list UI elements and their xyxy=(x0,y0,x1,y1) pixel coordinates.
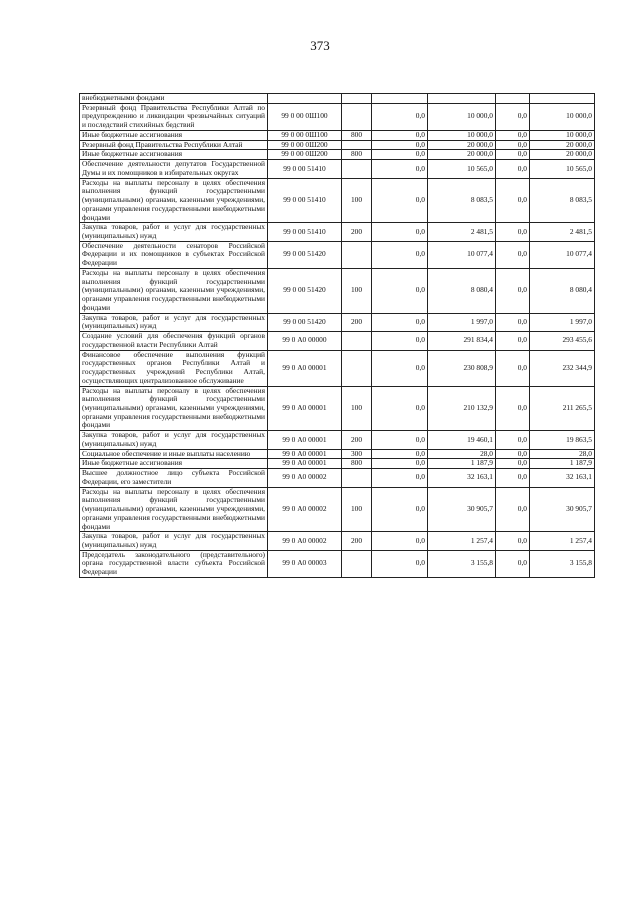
cell-value-1: 0,0 xyxy=(372,150,428,160)
cell-value-4: 8 080,4 xyxy=(530,268,595,313)
cell-target-code: 99 0 А0 00002 xyxy=(268,532,342,550)
table-row xyxy=(80,94,595,104)
cell-target-code: 99 0 А0 00002 xyxy=(268,469,342,487)
cell-value-2: 1 997,0 xyxy=(428,313,496,331)
cell-value-3: 0,0 xyxy=(496,487,530,532)
cell-target-code: 99 0 00 51410 xyxy=(268,178,342,223)
cell-item-name: Иные бюджетные ассигнования xyxy=(80,130,268,140)
cell-target-code: 99 0 А0 00000 xyxy=(268,332,342,350)
cell-value-3: 0,0 xyxy=(496,140,530,150)
cell-value-2: 20 000,0 xyxy=(428,150,496,160)
cell-item-name: Резервный фонд Правительства Республики Алтай xyxy=(80,140,268,150)
cell-value-3: 0,0 xyxy=(496,431,530,449)
cell-value-3: 0,0 xyxy=(496,130,530,140)
cell-expense-type: 800 xyxy=(342,130,372,140)
cell-value-2: 230 808,9 xyxy=(428,350,496,386)
cell-value-1: 0,0 xyxy=(372,178,428,223)
cell-value-4: 10 000,0 xyxy=(530,130,595,140)
cell-expense-type xyxy=(342,103,372,130)
cell-target-code: 99 0 00 0Ш100 xyxy=(268,103,342,130)
cell-value-1: 0,0 xyxy=(372,268,428,313)
cell-value-2: 28,0 xyxy=(428,449,496,459)
cell-value-4: 293 455,6 xyxy=(530,332,595,350)
cell-expense-type: 100 xyxy=(342,178,372,223)
cell-value-3: 0,0 xyxy=(496,332,530,350)
cell-value-3: 0,0 xyxy=(496,178,530,223)
cell-value-4: 10 077,4 xyxy=(530,241,595,268)
cell-expense-type: 800 xyxy=(342,459,372,469)
table-row xyxy=(80,223,595,241)
cell-expense-type xyxy=(342,350,372,386)
cell-target-code: 99 0 А0 00002 xyxy=(268,487,342,532)
table-row xyxy=(80,431,595,449)
cell-expense-type xyxy=(342,550,372,577)
cell-item-name: Социальное обеспечение и иные выплаты населению xyxy=(80,449,268,459)
cell-value-4: 1 997,0 xyxy=(530,313,595,331)
cell-value-3: 0,0 xyxy=(496,532,530,550)
cell-value-4: 3 155,8 xyxy=(530,550,595,577)
cell-target-code: 99 0 00 0Ш200 xyxy=(268,150,342,160)
cell-value-3 xyxy=(496,94,530,104)
cell-value-2 xyxy=(428,94,496,104)
table-row xyxy=(80,103,595,130)
page-number: 373 xyxy=(310,38,330,53)
table-row xyxy=(80,178,595,223)
cell-value-2: 2 481,5 xyxy=(428,223,496,241)
cell-value-4: 2 481,5 xyxy=(530,223,595,241)
cell-value-3: 0,0 xyxy=(496,449,530,459)
cell-value-4: 1 257,4 xyxy=(530,532,595,550)
cell-value-2: 10 000,0 xyxy=(428,103,496,130)
cell-value-4: 32 163,1 xyxy=(530,469,595,487)
cell-expense-type: 800 xyxy=(342,150,372,160)
cell-value-2: 210 132,9 xyxy=(428,386,496,431)
cell-value-1: 0,0 xyxy=(372,487,428,532)
cell-value-1: 0,0 xyxy=(372,449,428,459)
table-row xyxy=(80,550,595,577)
cell-value-4: 20 000,0 xyxy=(530,150,595,160)
cell-value-3: 0,0 xyxy=(496,160,530,178)
cell-value-2: 1 257,4 xyxy=(428,532,496,550)
cell-target-code: 99 0 00 51420 xyxy=(268,268,342,313)
cell-expense-type: 200 xyxy=(342,223,372,241)
cell-value-1: 0,0 xyxy=(372,160,428,178)
cell-target-code: 99 0 А0 00001 xyxy=(268,350,342,386)
cell-value-2: 291 834,4 xyxy=(428,332,496,350)
cell-value-3: 0,0 xyxy=(496,350,530,386)
cell-value-4: 232 344,9 xyxy=(530,350,595,386)
cell-item-name: Высшее должностное лицо субъекта Российской Федерации, его заместители xyxy=(80,469,268,487)
cell-value-1: 0,0 xyxy=(372,350,428,386)
cell-expense-type xyxy=(342,469,372,487)
cell-item-name: Обеспечение деятельности депутатов Государственной Думы и их помощников в избирательных округах xyxy=(80,160,268,178)
table-row xyxy=(80,241,595,268)
cell-value-4: 30 905,7 xyxy=(530,487,595,532)
cell-item-name: Закупка товаров, работ и услуг для государственных (муниципальных) нужд xyxy=(80,313,268,331)
cell-expense-type: 200 xyxy=(342,431,372,449)
cell-expense-type: 100 xyxy=(342,386,372,431)
cell-item-name: Финансовое обеспечение выполнения функций государственных органов Республики Алтай и государственных учреждений Республики Алтай, осуществляющих централизованное обслуживание xyxy=(80,350,268,386)
table-row xyxy=(80,332,595,350)
cell-item-name: Председатель законодательного (представительного) органа государственной власти субъекта Российской Федерации xyxy=(80,550,268,577)
cell-item-name: Резервный фонд Правительства Республики Алтай по предупреждению и ликвидации чрезвычайных ситуаций и последствий стихийных бедствий xyxy=(80,103,268,130)
cell-value-2: 3 155,8 xyxy=(428,550,496,577)
cell-value-3: 0,0 xyxy=(496,459,530,469)
cell-value-3: 0,0 xyxy=(496,386,530,431)
table-row xyxy=(80,130,595,140)
cell-value-4: 211 265,5 xyxy=(530,386,595,431)
cell-value-2: 10 000,0 xyxy=(428,130,496,140)
cell-item-name: Расходы на выплаты персоналу в целях обеспечения выполнения функций государственными (муниципальными) органами, казенными учреждениями, органами управления государственными внебюджетными фондами xyxy=(80,386,268,431)
cell-value-2: 1 187,9 xyxy=(428,459,496,469)
table-row xyxy=(80,160,595,178)
cell-value-4: 10 000,0 xyxy=(530,103,595,130)
cell-item-name: Расходы на выплаты персоналу в целях обеспечения выполнения функций государственными (муниципальными) органами, казенными учреждениями, органами управления государственными внебюджетными фондами xyxy=(80,268,268,313)
cell-item-name: Обеспечение деятельности сенаторов Российской Федерации и их помощников в субъектах Российской Федерации xyxy=(80,241,268,268)
cell-target-code: 99 0 00 51410 xyxy=(268,160,342,178)
cell-value-2: 30 905,7 xyxy=(428,487,496,532)
cell-value-1: 0,0 xyxy=(372,223,428,241)
table-row xyxy=(80,469,595,487)
cell-value-4: 19 863,5 xyxy=(530,431,595,449)
cell-expense-type: 100 xyxy=(342,268,372,313)
cell-target-code: 99 0 00 0Ш100 xyxy=(268,130,342,140)
cell-target-code: 99 0 А0 00001 xyxy=(268,449,342,459)
table-row xyxy=(80,386,595,431)
cell-expense-type: 200 xyxy=(342,532,372,550)
table-row xyxy=(80,268,595,313)
cell-value-1: 0,0 xyxy=(372,103,428,130)
cell-value-1: 0,0 xyxy=(372,241,428,268)
cell-value-1: 0,0 xyxy=(372,459,428,469)
cell-value-3: 0,0 xyxy=(496,469,530,487)
cell-target-code: 99 0 А0 00003 xyxy=(268,550,342,577)
cell-target-code: 99 0 А0 00001 xyxy=(268,386,342,431)
cell-target-code: 99 0 00 51420 xyxy=(268,313,342,331)
cell-value-2: 8 080,4 xyxy=(428,268,496,313)
cell-value-1 xyxy=(372,94,428,104)
cell-value-1: 0,0 xyxy=(372,532,428,550)
table-row xyxy=(80,350,595,386)
cell-item-name: Иные бюджетные ассигнования xyxy=(80,150,268,160)
cell-value-1: 0,0 xyxy=(372,550,428,577)
cell-expense-type: 100 xyxy=(342,487,372,532)
table-row xyxy=(80,532,595,550)
cell-value-2: 8 083,5 xyxy=(428,178,496,223)
cell-expense-type: 300 xyxy=(342,449,372,459)
cell-value-1: 0,0 xyxy=(372,130,428,140)
cell-expense-type xyxy=(342,94,372,104)
cell-value-3: 0,0 xyxy=(496,550,530,577)
cell-item-name: Расходы на выплаты персоналу в целях обеспечения выполнения функций государственными (муниципальными) органами, казенными учреждениями, органами управления государственными внебюджетными фондами xyxy=(80,487,268,532)
cell-item-name: Закупка товаров, работ и услуг для государственных (муниципальных) нужд xyxy=(80,431,268,449)
cell-value-3: 0,0 xyxy=(496,223,530,241)
cell-value-3: 0,0 xyxy=(496,313,530,331)
cell-expense-type xyxy=(342,160,372,178)
cell-value-1: 0,0 xyxy=(372,431,428,449)
cell-value-4: 28,0 xyxy=(530,449,595,459)
cell-target-code: 99 0 А0 00001 xyxy=(268,431,342,449)
cell-value-1: 0,0 xyxy=(372,140,428,150)
cell-value-1: 0,0 xyxy=(372,313,428,331)
table-row xyxy=(80,313,595,331)
cell-value-3: 0,0 xyxy=(496,268,530,313)
cell-value-3: 0,0 xyxy=(496,150,530,160)
cell-item-name: Расходы на выплаты персоналу в целях обеспечения выполнения функций государственными (муниципальными) органами, казенными учреждениями, органами управления государственными внебюджетными фондами xyxy=(80,178,268,223)
cell-value-1: 0,0 xyxy=(372,469,428,487)
budget-table xyxy=(79,93,595,578)
cell-item-name: внебюджетными фондами xyxy=(80,94,268,104)
cell-target-code xyxy=(268,94,342,104)
cell-value-2: 20 000,0 xyxy=(428,140,496,150)
cell-target-code: 99 0 00 51410 xyxy=(268,223,342,241)
cell-value-4 xyxy=(530,94,595,104)
cell-item-name: Закупка товаров, работ и услуг для государственных (муниципальных) нужд xyxy=(80,223,268,241)
cell-value-4: 10 565,0 xyxy=(530,160,595,178)
cell-value-2: 10 565,0 xyxy=(428,160,496,178)
cell-expense-type xyxy=(342,241,372,268)
cell-target-code: 99 0 00 0Ш200 xyxy=(268,140,342,150)
cell-value-4: 8 083,5 xyxy=(530,178,595,223)
cell-target-code: 99 0 00 51420 xyxy=(268,241,342,268)
cell-value-3: 0,0 xyxy=(496,241,530,268)
cell-item-name: Иные бюджетные ассигнования xyxy=(80,459,268,469)
cell-value-2: 19 460,1 xyxy=(428,431,496,449)
cell-value-1: 0,0 xyxy=(372,332,428,350)
cell-item-name: Создание условий для обеспечения функций органов государственной власти Республики Алтай xyxy=(80,332,268,350)
cell-value-4: 20 000,0 xyxy=(530,140,595,150)
table-row xyxy=(80,487,595,532)
cell-value-2: 32 163,1 xyxy=(428,469,496,487)
cell-expense-type: 200 xyxy=(342,313,372,331)
cell-value-4: 1 187,9 xyxy=(530,459,595,469)
cell-expense-type xyxy=(342,332,372,350)
cell-value-1: 0,0 xyxy=(372,386,428,431)
cell-item-name: Закупка товаров, работ и услуг для государственных (муниципальных) нужд xyxy=(80,532,268,550)
cell-target-code: 99 0 А0 00001 xyxy=(268,459,342,469)
cell-value-3: 0,0 xyxy=(496,103,530,130)
cell-value-2: 10 077,4 xyxy=(428,241,496,268)
